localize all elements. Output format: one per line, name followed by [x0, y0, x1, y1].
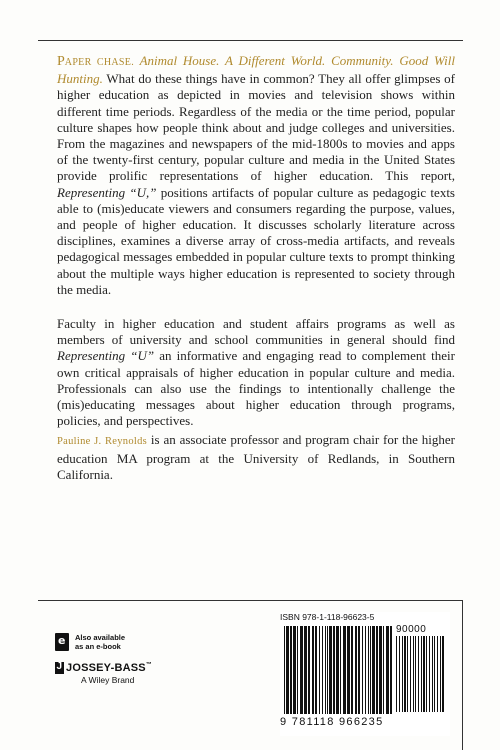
drop-cap: P [57, 54, 65, 69]
barcode-bar [329, 626, 332, 714]
barcode-bar [421, 636, 422, 712]
barcode-bar [423, 636, 425, 712]
book-title-ref-2: Representing “U” [57, 348, 155, 364]
small-caps-title: APER CHASE. [64, 57, 134, 68]
barcode-bar [336, 626, 339, 714]
barcode-bar [434, 636, 435, 712]
barcode-bar [362, 626, 363, 714]
barcode-bar [365, 626, 366, 714]
barcode-bar [407, 636, 408, 712]
barcode-bar [284, 626, 285, 714]
barcode-bar [429, 636, 430, 712]
barcode-bar [437, 636, 438, 712]
barcode-bar [376, 626, 378, 714]
barcode-bar [297, 626, 298, 714]
price-code-label: 90000 [396, 624, 427, 635]
publisher-tagline: A Wiley Brand [81, 675, 135, 685]
barcode-bar [402, 636, 403, 712]
price-barcode [396, 636, 444, 712]
ebook-notice [55, 633, 125, 651]
author-bio-text: is an associate professor and program chair for the higher education MA program at the University of Redlands, in Southern California. [57, 432, 456, 482]
author-bio [57, 432, 455, 483]
description-text-2a: Faculty in higher education and student affairs programs as well as members of university and school communities in general should find [57, 316, 455, 348]
barcode-bar [396, 636, 397, 712]
barcode-bar [358, 626, 360, 714]
barcode-bar [308, 626, 310, 714]
isbn-label: ISBN 978-1-118-96623-5 [280, 612, 375, 622]
barcode-bar [418, 636, 419, 712]
jossey-bass-logo-icon [55, 662, 64, 674]
barcode-bar [319, 626, 320, 714]
publisher-name-text: JOSSEY-BASS [66, 662, 146, 674]
barcode-bar [315, 626, 317, 714]
barcode-bar [415, 636, 416, 712]
trademark: ™ [145, 662, 153, 668]
barcode-bar [372, 626, 375, 714]
description-text-1a: What do these things have in common? They all offer glimpses of higher education as depicted in movies and television shows within different time periods. Regardless of the media or the time period, popular culture shapes how people think about and judge colleges and universities. From the magazines and newspapers of the mid-1800s to movies and apps of the twenty-first century, popular culture and media in the United States provide prolific representations of higher education. This report, [57, 71, 455, 184]
barcode-bar [370, 626, 371, 714]
barcode-bar [404, 636, 406, 712]
isbn-barcode [284, 626, 392, 714]
barcode-bar [312, 626, 314, 714]
barcode-bar [325, 626, 326, 714]
barcode-bar [340, 626, 341, 714]
barcode-bar [304, 626, 307, 714]
barcode-bar [322, 626, 323, 714]
barcode-bar [432, 636, 433, 712]
description-text-2b: an informative and engaging read to complement their own critical appraisals of higher education in popular culture and media. Professionals can also use the findings to intentionally challenge the (mis)educating messages about higher education through programs, policies, and perspectives. [57, 348, 455, 429]
barcode-bar [343, 626, 346, 714]
barcode-bar [347, 626, 350, 714]
barcode-bar [390, 626, 392, 714]
barcode-bar [379, 626, 382, 714]
publisher-logo [55, 662, 152, 685]
description-text-1b: positions artifacts of popular culture as pedagogic texts able to (mis)educate viewers and consumers regarding the purpose, values, and people of higher education. It discusses scholarly literature across disciplines, examines a diverse array of cross-media artifacts, and reveals pedagogical messages embedded in popular culture texts to prompt thinking about the multiple ways higher education is represented to society through the media. [57, 184, 455, 297]
publisher-name [66, 662, 152, 674]
barcode-bar [300, 626, 303, 714]
description-paragraph-2 [57, 316, 455, 429]
spine-rule [462, 600, 463, 750]
barcode-bar [426, 636, 427, 712]
barcode-bar [440, 636, 441, 712]
barcode-bar [290, 626, 292, 714]
barcode-digits: 9 781118 966235 [280, 716, 384, 728]
barcode-bar [368, 626, 369, 714]
top-rule [38, 40, 463, 41]
barcode-bar [410, 636, 411, 712]
barcode-bar [399, 636, 400, 712]
barcode-bar [413, 636, 414, 712]
book-title-ref-1: Representing “U,” [57, 184, 157, 200]
title-list: Animal House. A Different World. Community. Good Will Hunting. [57, 53, 455, 87]
barcode-bar [442, 636, 444, 712]
barcode-bar [333, 626, 335, 714]
barcode-bar [293, 626, 296, 714]
barcode-bar [383, 626, 384, 714]
barcode-bar [286, 626, 289, 714]
description-paragraph-1 [57, 53, 455, 298]
bottom-rule [38, 600, 463, 601]
back-cover-text [57, 53, 455, 483]
ebook-icon [55, 633, 69, 651]
ebook-line-2: as an e-book [75, 642, 121, 651]
barcode-bar [327, 626, 328, 714]
barcode-block [280, 612, 450, 736]
barcode-bar [351, 626, 353, 714]
barcode-bar [386, 626, 389, 714]
author-name: Pauline J. Reynolds [57, 436, 148, 448]
barcode-bar [355, 626, 357, 714]
ebook-text [75, 633, 125, 651]
ebook-line-1: Also available [75, 633, 126, 642]
